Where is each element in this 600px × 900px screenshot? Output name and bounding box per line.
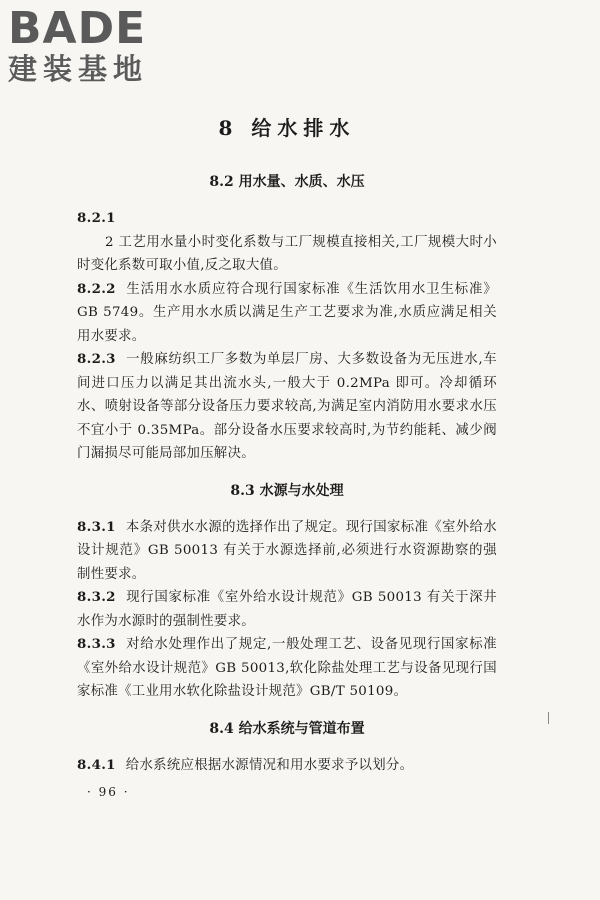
scan-margin-mark	[548, 712, 549, 724]
bade-logo	[8, 3, 178, 86]
clause-8-2-2	[77, 278, 497, 349]
clause-number: 8.4.1	[77, 756, 116, 773]
clause-8-3-2	[77, 586, 497, 633]
clause-text: 现行国家标准《室外给水设计规范》GB 50013 有关于深井水作为水源时的强制性要求。	[77, 590, 497, 629]
section-title: 8.4 给水系统与管道布置	[209, 720, 365, 737]
clause-8-2-1-item-2	[77, 231, 497, 278]
clause-text: 本条对供水水源的选择作出了规定。现行国家标准《室外给水设计规范》GB 50013 有关于水源选择前,必须进行水资源勘察的强制性要求。	[77, 519, 497, 582]
clause-text: 给水系统应根据水源情况和用水要求予以划分。	[125, 757, 414, 773]
clause-number: 8.2.2	[77, 280, 116, 297]
logo-tagline: 建装基地	[8, 52, 149, 86]
clause-text: 生活用水水质应符合现行国家标准《生活饮用水卫生标准》GB 5749。生产用水水质以满足生产工艺要求为准,水质应满足相关用水要求。	[77, 281, 497, 344]
clause-number: 8.2.3	[77, 351, 116, 367]
clause-text: 对给水处理作出了规定,一般处理工艺、设备见现行国家标准《室外给水设计规范》GB 50013,软化除盐处理工艺与设备见现行国家标准《工业用水软化除盐设计规范》GB/T 50109。	[77, 637, 497, 699]
section-title: 8.2 用水量、水质、水压	[209, 174, 365, 190]
clause-8-3-3	[77, 633, 497, 704]
chapter-title: 8 给水排水	[218, 116, 356, 140]
section-title: 8.3 水源与水处理	[230, 482, 344, 499]
document-page	[77, 112, 497, 799]
clause-8-3-1	[77, 516, 497, 587]
section-8-4	[77, 718, 497, 778]
clause-8-2-1	[77, 207, 497, 231]
clause-number: 8.2.1	[77, 210, 116, 226]
clause-text: 一般麻纺织工厂多数为单层厂房、大多数设备为无压进水,车间进口压力以满足其出流水头,一般大于 0.2MPa 即可。冷却循环水、喷射设备等部分设备压力要求较高,为满足室内消防用水要求水压不宜小于 0.35MPa。部分设备水压要求较高时,为节约能耗、减少阀门漏损尽可能局部加压解决。	[77, 352, 497, 461]
section-8-3	[77, 480, 497, 704]
clause-number: 8.3.3	[77, 636, 116, 652]
clause-8-2-3	[77, 348, 497, 466]
logo-brand: BADE	[8, 3, 147, 54]
clause-text: 2 工艺用水量小时变化系数与工厂规模直接相关,工厂规模大时小时变化系数可取小值,反之取大值。	[77, 234, 497, 273]
clause-8-4-1	[77, 754, 497, 778]
clause-number: 8.3.2	[77, 589, 116, 605]
section-8-2	[77, 171, 497, 466]
clause-number: 8.3.1	[77, 518, 116, 535]
page-number: · 96 ·	[87, 785, 130, 799]
